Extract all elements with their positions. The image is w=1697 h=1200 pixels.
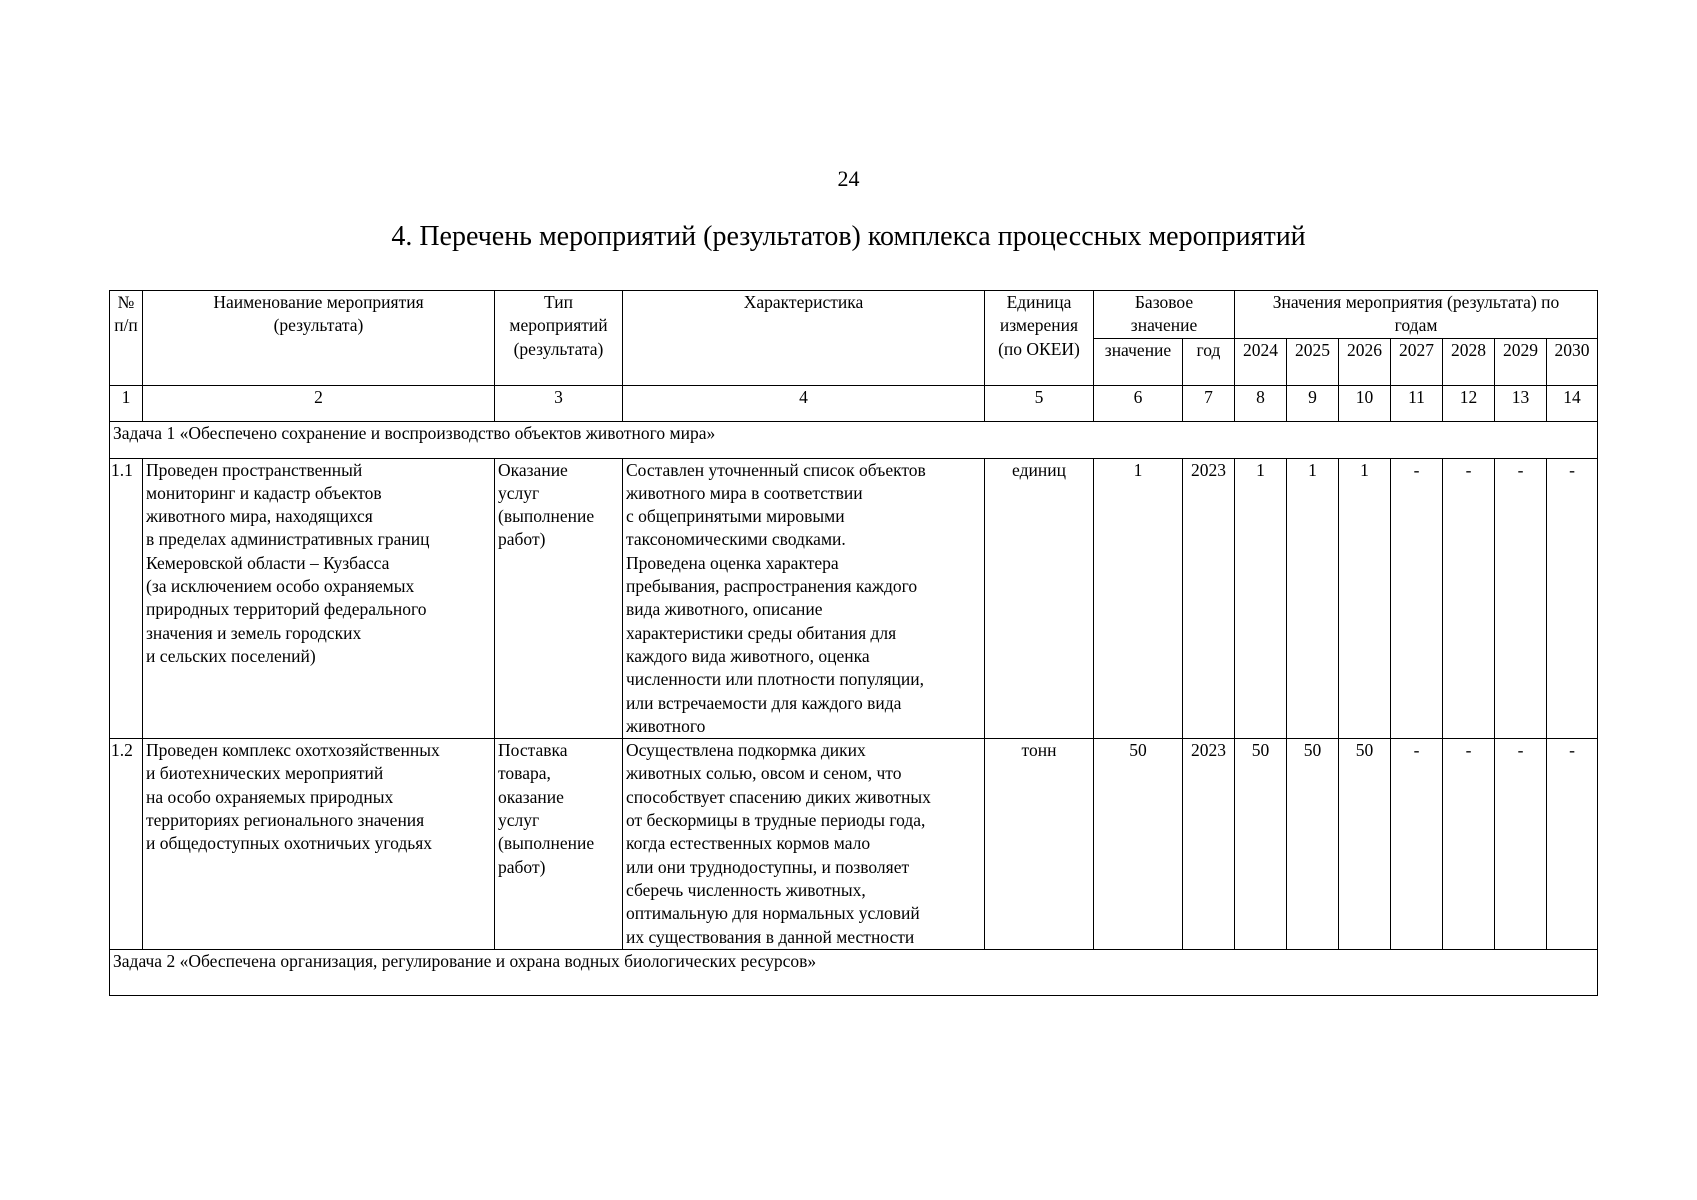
value-2025: 50 xyxy=(1287,739,1339,950)
task-2-heading: Задача 2 «Обеспечена организация, регулирование и охрана водных биологических ресурсов» xyxy=(110,950,1598,996)
value-2025: 1 xyxy=(1287,458,1339,739)
measure-characteristic: Осуществлена подкормка диких животных солью, овсом и сеном, что способствует спасению диких животных от бескормицы в трудные периоды года, когда естественных кормов мало или они труднодоступны, и позволяет сберечь численность животных, оптимальную для нормальных условий их существования в данной местности xyxy=(623,739,985,950)
row-number: 1.1 xyxy=(110,458,143,739)
base-value: 50 xyxy=(1094,739,1183,950)
measure-type: Поставка товара, оказание услуг (выполнение работ) xyxy=(495,739,623,950)
column-number: 10 xyxy=(1339,385,1391,421)
table-row xyxy=(110,739,1598,950)
value-2024: 1 xyxy=(1235,458,1287,739)
header-year-2028: 2028 xyxy=(1443,338,1495,385)
page-number: 24 xyxy=(837,166,860,191)
column-number: 14 xyxy=(1547,385,1598,421)
measure-unit: единиц xyxy=(985,458,1094,739)
column-number: 6 xyxy=(1094,385,1183,421)
column-number: 8 xyxy=(1235,385,1287,421)
header-year-2026: 2026 xyxy=(1339,338,1391,385)
header-year-2024: 2024 xyxy=(1235,338,1287,385)
measure-characteristic: Составлен уточненный список объектов животного мира в соответствии с общепринятыми мировыми таксономическими сводками. Проведена оценка характера пребывания, распространения каждого вида животного, описание характеристики среды обитания для каждого вида животного, оценка численности или плотности популяции, или встречаемости для каждого вида животного xyxy=(623,458,985,739)
value-2027: - xyxy=(1391,739,1443,950)
value-2029: - xyxy=(1495,739,1547,950)
value-2028: - xyxy=(1443,739,1495,950)
task-1-heading: Задача 1 «Обеспечено сохранение и воспроизводство объектов животного мира» xyxy=(110,421,1598,458)
measure-unit: тонн xyxy=(985,739,1094,950)
header-number: № п/п xyxy=(110,291,143,386)
value-2026: 50 xyxy=(1339,739,1391,950)
value-2027: - xyxy=(1391,458,1443,739)
base-year: 2023 xyxy=(1183,458,1235,739)
header-base-value-year: год xyxy=(1183,338,1235,385)
measure-name: Проведен комплекс охотхозяйственных и биотехнических мероприятий на особо охраняемых природных территориях регионального значения и общедоступных охотничьих угодьях xyxy=(143,739,495,950)
value-2030: - xyxy=(1547,458,1598,739)
header-characteristic: Характеристика xyxy=(623,291,985,386)
base-value: 1 xyxy=(1094,458,1183,739)
value-2029: - xyxy=(1495,458,1547,739)
column-number: 7 xyxy=(1183,385,1235,421)
header-type: Тип мероприятий (результата) xyxy=(495,291,623,386)
header-year-2030: 2030 xyxy=(1547,338,1598,385)
measure-name: Проведен пространственный мониторинг и кадастр объектов животного мира, находящихся в пределах административных границ Кемеровской области – Кузбасса (за исключением особо охраняемых природных территорий федерального значения и земель городских и сельских поселений) xyxy=(143,458,495,739)
document-title: 4. Перечень мероприятий (результатов) комплекса процессных мероприятий xyxy=(391,221,1306,252)
header-year-2027: 2027 xyxy=(1391,338,1443,385)
row-number: 1.2 xyxy=(110,739,143,950)
header-year-2029: 2029 xyxy=(1495,338,1547,385)
column-number: 13 xyxy=(1495,385,1547,421)
value-2026: 1 xyxy=(1339,458,1391,739)
table-row xyxy=(110,458,1598,739)
value-2030: - xyxy=(1547,739,1598,950)
header-unit: Единица измерения (по ОКЕИ) xyxy=(985,291,1094,386)
base-year: 2023 xyxy=(1183,739,1235,950)
value-2024: 50 xyxy=(1235,739,1287,950)
measure-type: Оказание услуг (выполнение работ) xyxy=(495,458,623,739)
column-number: 5 xyxy=(985,385,1094,421)
column-number: 11 xyxy=(1391,385,1443,421)
value-2028: - xyxy=(1443,458,1495,739)
header-values-by-year: Значения мероприятия (результата) по годам xyxy=(1235,291,1598,339)
column-number: 4 xyxy=(623,385,985,421)
header-base-value: Базовое значение xyxy=(1094,291,1235,339)
measures-table xyxy=(109,290,1598,996)
column-number-row xyxy=(110,385,1598,421)
header-base-value-value: значение xyxy=(1094,338,1183,385)
header-name: Наименование мероприятия (результата) xyxy=(143,291,495,386)
column-number: 12 xyxy=(1443,385,1495,421)
column-number: 1 xyxy=(110,385,143,421)
header-year-2025: 2025 xyxy=(1287,338,1339,385)
column-number: 9 xyxy=(1287,385,1339,421)
column-number: 2 xyxy=(143,385,495,421)
column-number: 3 xyxy=(495,385,623,421)
